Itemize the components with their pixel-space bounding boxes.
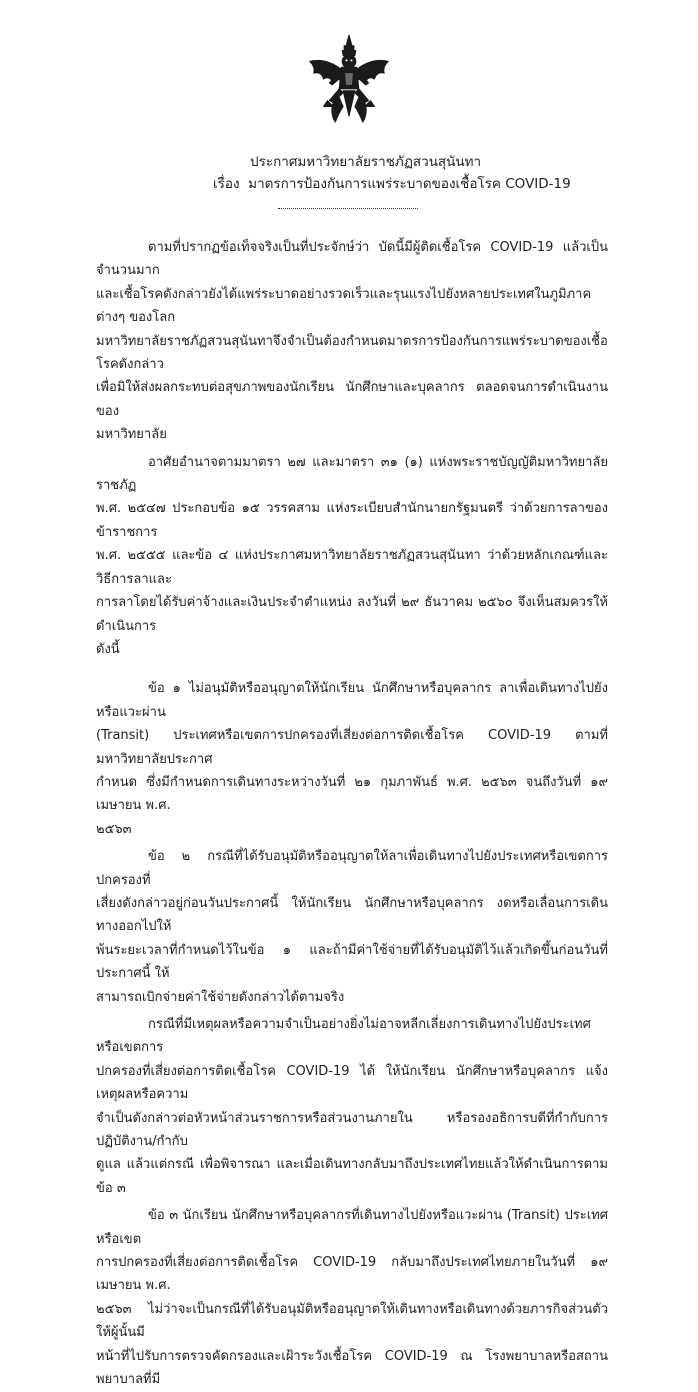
text-line: พ้นระยะเวลาที่กำหนดไว้ในข้อ ๑ และถ้ามีค่าใช้จ่ายที่ได้รับอนุมัติไว้แล้วเกิดขึ้นก่อนวันที่ประกาศนี้ ให้ [96,942,608,982]
text-line: ปกครองที่เสี่ยงต่อการติดเชื้อโรค COVID-19 ได้ ให้นักเรียน นักศึกษาหรือบุคลากร แจ้งเหตุผลหรือความ [96,1063,608,1103]
text-line: ข้อ ๓ นักเรียน นักศึกษาหรือบุคลากรที่เดินทางไปยังหรือแวะผ่าน (Transit) ประเทศหรือเขต [96,1208,608,1247]
text-line: กำหนด ซึ่งมีกำหนดการเดินทางระหว่างวันที่ ๒๑ กุมภาพันธ์ พ.ศ. ๒๕๖๓ จนถึงวันที่ ๑๙ เมษายน พ.ศ. [96,774,608,814]
subject-label: เรื่อง [213,176,240,192]
text-line: (Transit) ประเทศหรือเขตการปกครองที่เสี่ยงต่อการติดเชื้อโรค COVID-19 ตามที่มหาวิทยาลัยประกาศ [96,728,608,767]
paragraph-authority [96,451,608,662]
text-line: หน้าที่ไปรับการตรวจคัดกรองและเฝ้าระวังเชื้อโรค COVID-19 ณ โรงพยาบาลหรือสถานพยาบาลที่มี [96,1348,608,1388]
text-line: มหาวิทยาลัย [96,427,167,443]
announcement-title: ประกาศมหาวิทยาลัยราชภัฏสวนสุนันทา [250,154,482,170]
text-line: พ.ศ. ๒๕๕๕ และข้อ ๔ แห่งประกาศมหาวิทยาลัยราชภัฏสวนสุนันทา ว่าด้วยหลักเกณฑ์และวิธีการลาและ [96,548,608,587]
text-line: การลาโดยได้รับค่าจ้างและเงินประจำตำแหน่ง ลงวันที่ ๒๙ ธันวาคม ๒๕๖๐ จึงเห็นสมควรให้ดำเนินการ [96,595,608,634]
subject-text: มาตรการป้องกันการแพร่ระบาดของเชื้อโรค COVID-19 [248,176,571,192]
text-line: มหาวิทยาลัยราชภัฏสวนสุนันทาจึงจำเป็นต้องกำหนดมาตรการป้องกันการแพร่ระบาดของเชื้อโรคดังกล่าว [96,333,608,373]
garuda-emblem-icon [300,32,398,130]
document-body [96,236,608,1392]
clause-1 [96,677,608,841]
text-line: เสี่ยงดังกล่าวอยู่ก่อนวันประกาศนี้ ให้นักเรียน นักศึกษาหรือบุคลากร งดหรือเลื่อนการเดินทางออกไปให้ [96,895,608,935]
text-line: ดูแล แล้วแต่กรณี เพื่อพิจารณา และเมื่อเดินทางกลับมาถึงประเทศไทยแล้วให้ดำเนินการตามข้อ ๓ [96,1157,608,1196]
text-line: กรณีที่มีเหตุผลหรือความจำเป็นอย่างยิ่งไม่อาจหลีกเลี่ยงการเดินทางไปยังประเทศหรือเขตการ [96,1017,591,1056]
text-line: ข้อ ๑ ไม่อนุมัติหรืออนุญาตให้นักเรียน นักศึกษาหรือบุคลากร ลาเพื่อเดินทางไปยังหรือแวะผ่าน [96,681,608,720]
paragraph-background [96,236,608,447]
clause-2-exception [96,1013,608,1200]
text-line: ตามที่ปรากฏข้อเท็จจริงเป็นที่ประจักษ์ว่า บัดนี้มีผู้ติดเชื้อโรค COVID-19 แล้วเป็นจำนวนมาก [96,240,608,279]
text-line: สามารถเบิกจ่ายค่าใช้จ่ายดังกล่าวได้ตามจริง [96,989,345,1005]
text-line: และเชื้อโรคดังกล่าวยังได้แพร่ระบาดอย่างรวดเร็วและรุนแรงไปยังหลายประเทศในภูมิภาคต่างๆ ของโลก [96,286,592,326]
clause-2 [96,845,608,1009]
text-line: ๒๕๖๓ ไม่ว่าจะเป็นกรณีที่ได้รับอนุมัติหรืออนุญาตให้เดินทางหรือเดินทางด้วยภารกิจส่วนตัว ให้ผู้นั้นมี [96,1301,608,1341]
text-line: อาศัยอำนาจตามมาตรา ๒๗ และมาตรา ๓๑ (๑) แห่งพระราชบัญญัติมหาวิทยาลัยราชภัฏ [96,454,608,494]
text-line: ๒๕๖๓ [96,821,132,837]
subject-line [213,176,571,193]
text-line: พ.ศ. ๒๕๔๗ ประกอบข้อ ๑๕ วรรคสาม แห่งระเบียบสำนักนายกรัฐมนตรี ว่าด้วยการลาของข้าราชการ [96,501,608,540]
clause-3 [96,1204,608,1391]
text-line: การปกครองที่เสี่ยงต่อการติดเชื้อโรค COVID-19 กลับมาถึงประเทศไทยภายในวันที่ ๑๙ เมษายน พ.ศ. [96,1255,608,1294]
title-divider [278,208,418,209]
text-line: ข้อ ๒ กรณีที่ได้รับอนุมัติหรืออนุญาตให้ลาเพื่อเดินทางไปยังประเทศหรือเขตการปกครองที่ [96,849,608,888]
text-line: จำเป็นดังกล่าวต่อหัวหน้าส่วนราชการหรือส่วนงานภายใน หรือรองอธิการบดีที่กำกับการปฏิบัติงาน/กำกับ [96,1110,608,1150]
text-line: ดังนี้ [96,641,120,657]
text-line: เพื่อมิให้ส่งผลกระทบต่อสุขภาพของนักเรียน นักศึกษาและบุคลากร ตลอดจนการดำเนินงานของ [96,380,608,419]
